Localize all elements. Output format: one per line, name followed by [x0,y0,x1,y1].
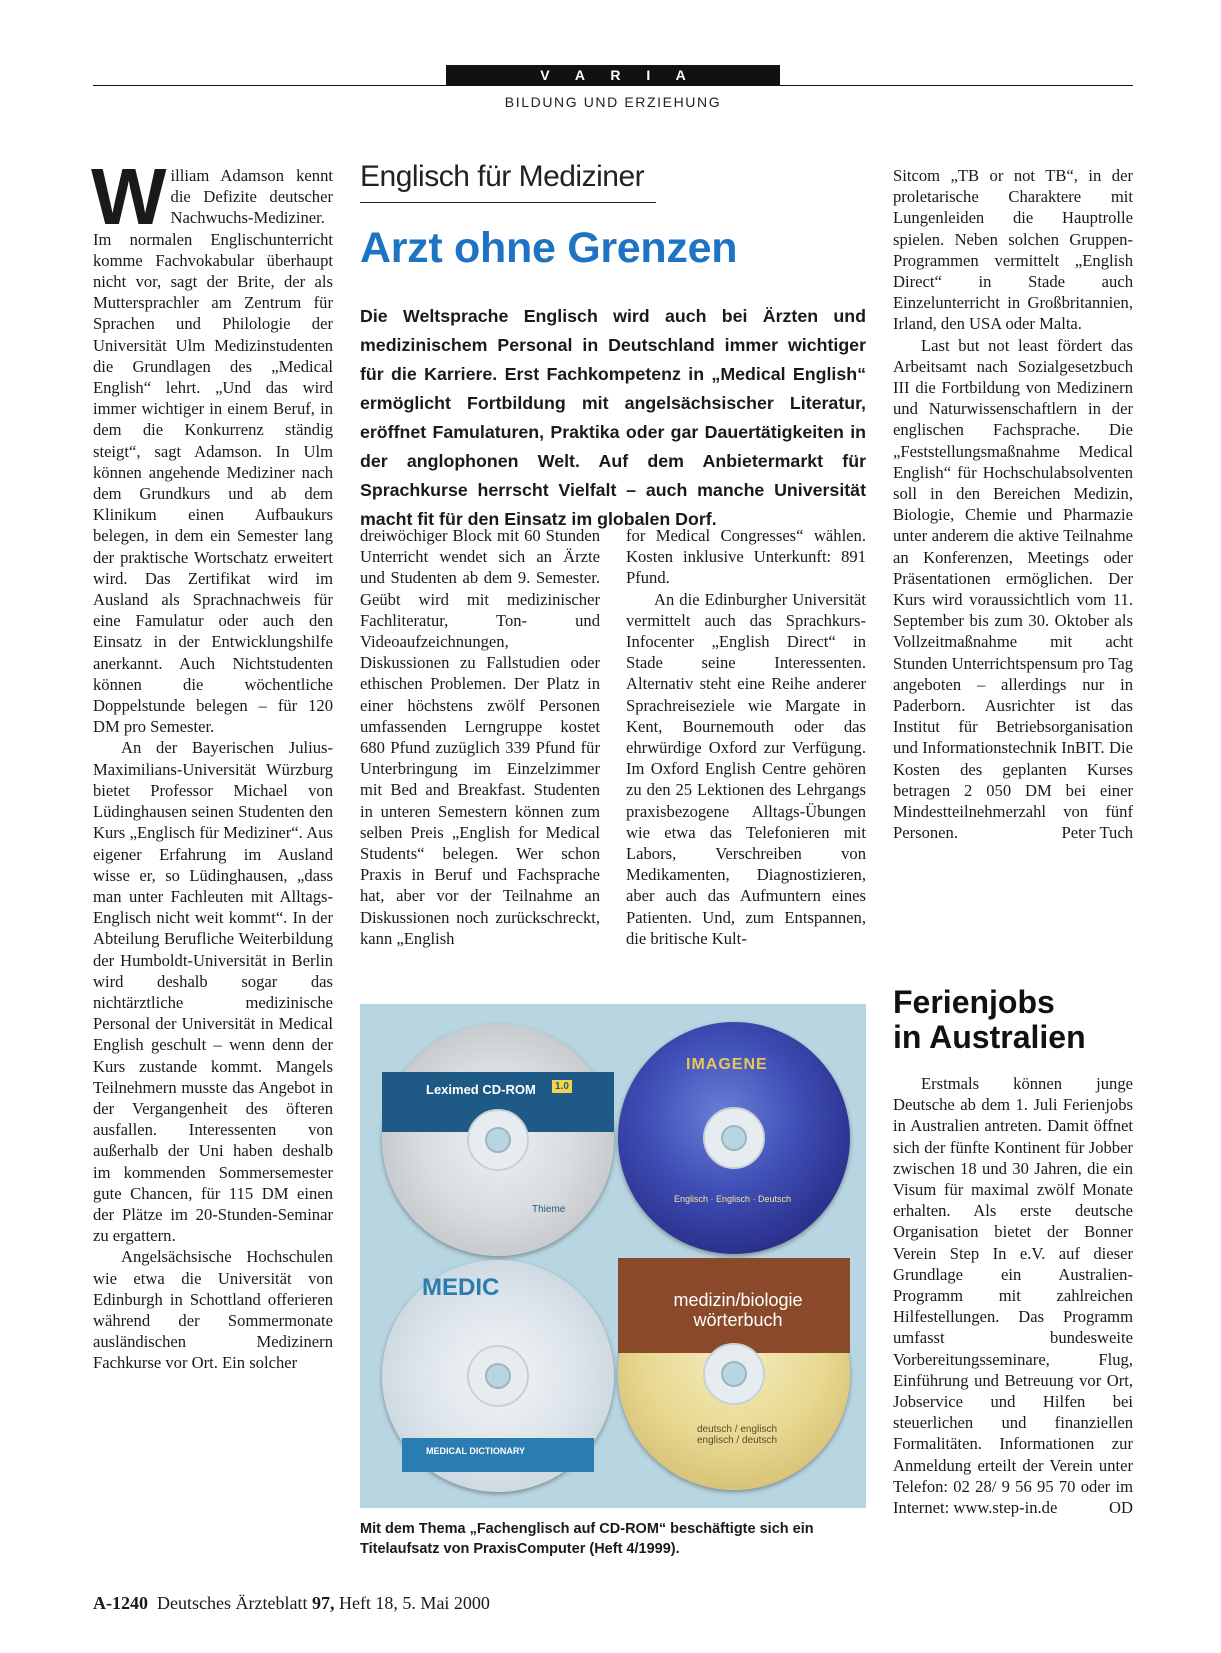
disc-title: IMAGENE [686,1056,768,1073]
disc-title: medizin/biologie wörterbuch [673,1290,803,1330]
column-3 [626,525,866,949]
disc-hole [485,1363,511,1389]
paragraph: Sitcom „TB or not TB“, in der proletarische Charaktere mit Lungenleiden die Hauptrolle spielen. Neben solchen Gruppen-Programmen vermittelt „English Direct“ in Stade auch Einzelunterricht in Großbritannien, Irland, den USA oder Malta. [893,166,1133,334]
disc-title: MEDIC [422,1274,500,1301]
disc-title: Leximed CD-ROM [426,1082,536,1097]
cd-disc-imagene [618,1022,850,1254]
author-signature: Peter Tuch [1061,823,1133,843]
article-kicker: Englisch für Mediziner [360,160,645,193]
cd-rom-photo [360,1004,866,1508]
box-title-line-2: in Australien [893,1019,1086,1055]
subsection-label: BILDUNG UND ERZIEHUNG [504,94,722,110]
column-2 [360,525,600,949]
page-footer [93,1593,490,1614]
journal-issue: Heft 18, 5. Mai 2000 [338,1593,490,1613]
box-title [893,985,1086,1055]
paragraph [893,1073,1133,1518]
page-number: A-1240 [93,1593,148,1613]
author-signature: OD [1109,1498,1133,1518]
paragraph: An der Bayerischen Julius-Maximilians-Universität Würzburg bietet Professor Michael von Lüdinghausen seinen Studenten den Kurs „Englisch für Mediziner“. Aus eigener Erfahrung im Ausland wisse er, so Lüdinghausen, „dass man unter Fachleuten mit Alltags-Englisch nicht weit kommt“. In der Abteilung Berufliche Weiterbildung der Humboldt-Universität in Berlin wird deshalb sogar das nichtärztliche medizinische Personal der Universität in Medical English geschult – wenn denn der Kurs zustande kommt. Mangels Teilnehmern musste das Angebot in der Vergangenheit des öfteren ausfallen. Interessenten von außerhalb der Uni haben deshalb im kommenden Sommersemester gute Chancen, für 115 DM einen der Plätze im 20-Stunden-Seminar zu ergattern. [93,738,333,1246]
column-4 [893,165,1133,844]
drop-cap: W [91,152,167,241]
paragraph: Angelsächsische Hochschulen wie etwa die Universität von Edinburgh in Schottland offerieren während der Sommermonate ausländischen Medizinern Fachkurse vor Ort. Ein solcher [93,1247,333,1373]
cd-disc-medic [382,1260,614,1492]
disc-publisher: Thieme [532,1204,566,1215]
box-title-line-1: Ferienjobs [893,984,1055,1020]
photo-caption: Mit dem Thema „Fachenglisch auf CD-ROM“ beschäftigte sich ein Titelaufsatz von PraxisComputer (Heft 4/1999). [360,1521,814,1557]
box-column [893,1073,1133,1518]
disc-hole [721,1361,747,1387]
paragraph-text: Last but not least fördert das Arbeitsamt nach Sozialgesetzbuch III die Fortbildung von Medizinern und Naturwissenschaftlern in der englischen Fachsprache. Die „Feststellungsmaßnahme Medical English“ für Hochschulabsolventen soll in den Bereichen Medizin, Biologie, Chemie und Pharmazie unter anderem die aktive Teilnahme an Konferenzen, Meetings oder Präsentationen ermöglichen. Der Kurs wird voraussichtlich vom 11. September bis zum 30. Oktober als Vollzeitmaßnahme mit acht Stunden Unterrichtspensum pro Tag angeboten – allerdings nur in Paderborn. Ausrichter ist das Institut für Betriebsorganisation und Informationstechnik InBIT. Die Kosten des geplanten Kurses betragen 2 050 DM bei einer Mindestteilnehmerzahl von fünf Personen. [893,335,1133,843]
paragraph: An die Edinburgher Universität vermittelt auch das Sprachkurs-Infocenter „English Direct“ in Stade seine Interessenten. Alternativ steht eine Reihe anderer Sprachreiseziele wie Margate in Kent, Bournemouth oder das ehrwürdige Oxford zur Verfügung. Im Oxford English Centre gehören zu den 25 Lektionen des Lehrgangs praxisbezogene Alltags-Übungen wie etwa das Telefonieren mit Labors, Verschreiben von Medikamenten, Diagnostizieren, aber auch das Aufmuntern eines Patienten. Und, zum Entspannen, die britische Kult- [626,589,866,948]
journal-name: Deutsches Ärzteblatt [157,1593,308,1613]
paragraph-text: Erstmals können junge Deutsche ab dem 1. Juli Ferienjobs in Australien antreten. Damit öffnet sich der fünfte Kontinent für Jobber zwischen 18 und 30 Jahren, die ein Visum für maximal zwölf Monate erhalten. Als erste deutsche Organisation bietet der Bonner Verein Step In e.V. auf dieser Grundlage ein Australien-Programm mit zahlreichen Hilfestellungen. Das Programm umfasst bundesweite Vorbereitungsseminare, Flug, Einführung und Betreuung vor Ort, Jobservice und Hilfen bei steuerlichen und finanziellen Formalitäten. Informationen zur Anmeldung erteilt der Verein unter Telefon: 02 28/ 9 56 95 70 oder im Internet: www.step-in.de [893,1074,1133,1518]
disc-subtitle: deutsch / englisch englisch / deutsch [696,1424,778,1446]
column-1 [91,152,333,1374]
paragraph-text: illiam Adamson kennt die Defizite deutscher Nachwuchs-Mediziner. Im normalen Englischunterricht komme Fachvokabular überhaupt nicht vor, sagt der Brite, der als Muttersprachler am Zentrum für Sprachen und Philologie der Universität Ulm Medizinstudenten die Grundlagen des „Medical English“ lehrt. „Und das wird immer wichtiger in einem Beruf, in dem die Konkurrenz ständig steigt“, sagt Adamson. In Ulm können angehende Mediziner nach dem Grundkurs und ab dem Klinikum einen Aufbaukurs belegen, in dem ein Semester lang der praktische Wortschatz erweitert wird. Das Zertifikat wird im Ausland als Sprachnachweis für eine Famulatur oder auch den Einsatz in der Entwicklungshilfe anerkannt. Auch Nichtstudenten können die wöchentliche Doppelstunde belegen – für 120 DM pro Semester. [93,166,333,737]
paragraph: for Medical Congresses“ wählen. Kosten inklusive Unterkunft: 891 Pfund. [626,526,866,588]
disc-hole [485,1127,511,1153]
kicker-rule [360,202,656,203]
section-label: V A R I A [540,67,697,83]
article-lead: Die Weltsprache Englisch wird auch bei Ärzten und medizinischem Personal in Deutschland immer wichtiger für die Karriere. Erst Fachkompetenz in „Medical English“ ermöglicht Fortbildung mit angelsächsischer Literatur, eröffnet Famulaturen, Praktika oder gar Dauertätigkeiten in der anglophonen Welt. Auf dem Anbietermarkt für Sprachkurse herrscht Vielfalt – auch manche Universität macht fit für den Einsatz im globalen Dorf. [360,306,866,529]
paragraph [91,152,333,737]
cd-disc-leximed [382,1024,614,1256]
cd-disc-woerterbuch [618,1258,850,1490]
journal-volume: 97, [311,1593,335,1613]
disc-subtitle: Englisch · Englisch · Deutsch [674,1194,792,1204]
disc-subtitle: MEDICAL DICTIONARY [426,1446,525,1456]
paragraph: dreiwöchiger Block mit 60 Stunden Unterricht wendet sich an Ärzte und Studenten ab dem 9. Semester. Geübt wird mit medizinischer Fachliteratur, Ton- und Videoaufzeichnungen, Diskussionen zu Fallstudien oder ethischen Problemen. Der Platz in einer höchstens zwölf Personen umfassenden Lerngruppe kostet 680 Pfund zuzüglich 339 Pfund für Unterbringung im Einzelzimmer mit Bed and Breakfast. Studenten in unteren Semestern können zum selben Preis „English for Medical Students“ belegen. Wer schon Praxis in Beruf und Fachsprache hat, aber vor der Teilnahme an Diskussionen noch zurückschreckt, kann „English [360,526,600,948]
disc-badge: 1.0 [552,1080,572,1093]
paragraph [893,335,1133,844]
article-title: Arzt ohne Grenzen [360,224,738,272]
disc-hole [721,1125,747,1151]
header-rule [93,85,1133,86]
section-bar [446,65,780,86]
